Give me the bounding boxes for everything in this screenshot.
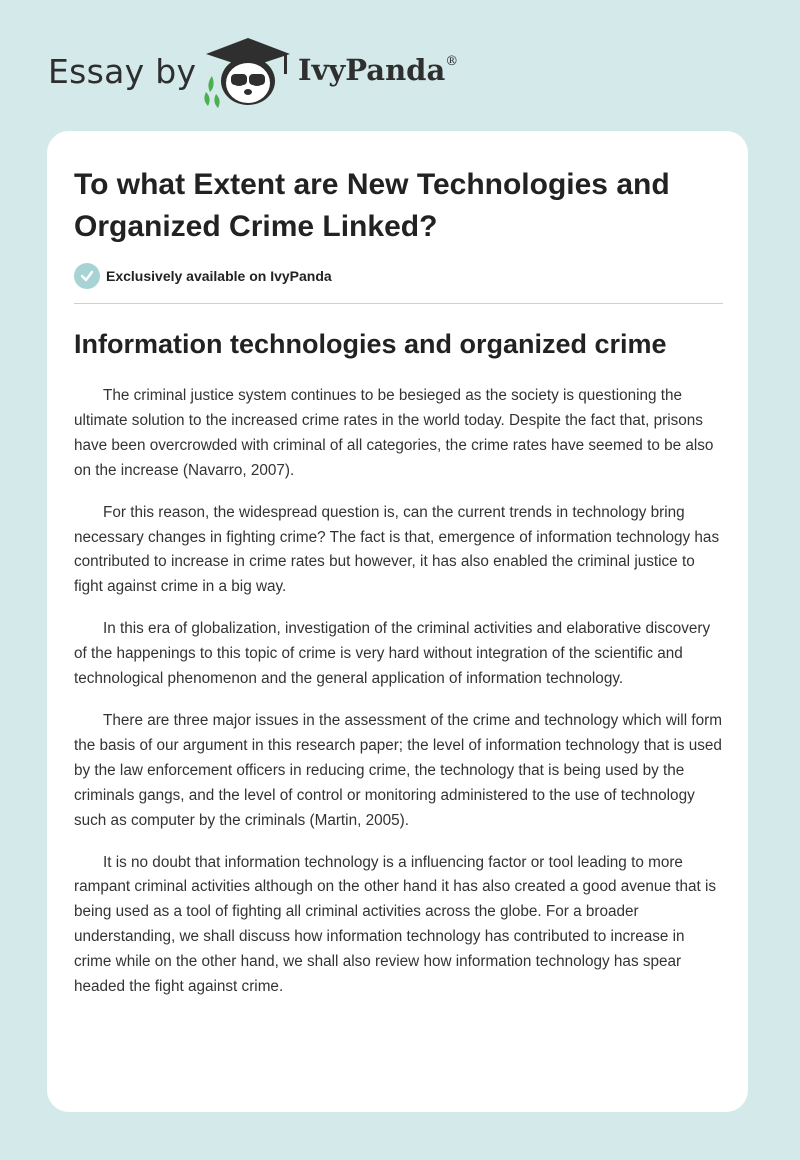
brand-name[interactable]: IvyPanda® <box>298 53 459 87</box>
essay-by-label: Essay by <box>48 52 197 91</box>
article-body <box>74 384 724 1017</box>
paragraph: The criminal justice system continues to be besieged as the society is questioning the ultimate solution to the increased crime rates in the world today. Despite the fact that, prisons have been overcrowded with criminal of all categories, the crime rates have seemed to be also on the increase (Navarro, 2007). <box>74 387 714 479</box>
checkmark-icon <box>74 263 100 289</box>
divider <box>74 303 723 304</box>
badge-label: Exclusively available on IvyPanda <box>106 268 332 284</box>
ivypanda-logo-icon[interactable] <box>198 34 298 109</box>
paragraph: It is no doubt that information technology is a influencing factor or tool leading to more rampant criminal activities although on the other hand it has also created a good avenue that is being used as a tool of fighting all criminal activities across the globe. For a broader understanding, we shall discuss how information technology has contributed to increase in crime while on the other hand, we shall also review how information technology has spear headed the fight against crime. <box>74 853 717 996</box>
page-title: To what Extent are New Technologies and Organized Crime Linked? <box>74 168 670 243</box>
exclusive-badge <box>74 263 332 289</box>
site-header <box>0 0 800 130</box>
paragraph: In this era of globalization, investigation of the criminal activities and elaborative discovery of the happenings to this topic of crime is very hard without integration of the scientific and technological phenomenon and the general application of information technology. <box>74 620 711 688</box>
paragraph: There are three major issues in the assessment of the crime and technology which will form the basis of our argument in this research paper; the level of information technology that is used by the law enforcement officers in reducing crime, the technology that is being used by the criminals gangs, and the level of control or monitoring administered to the use of technology such as computer by the criminals (Martin, 2005). <box>74 711 722 829</box>
section-heading: Information technologies and organized crime <box>74 329 667 359</box>
paragraph: For this reason, the widespread question is, can the current trends in technology bring necessary changes in fighting crime? The fact is that, emergence of information technology has contributed to increase in crime rates but however, it has also enabled the criminal justice to fight against crime in a big way. <box>74 503 720 596</box>
